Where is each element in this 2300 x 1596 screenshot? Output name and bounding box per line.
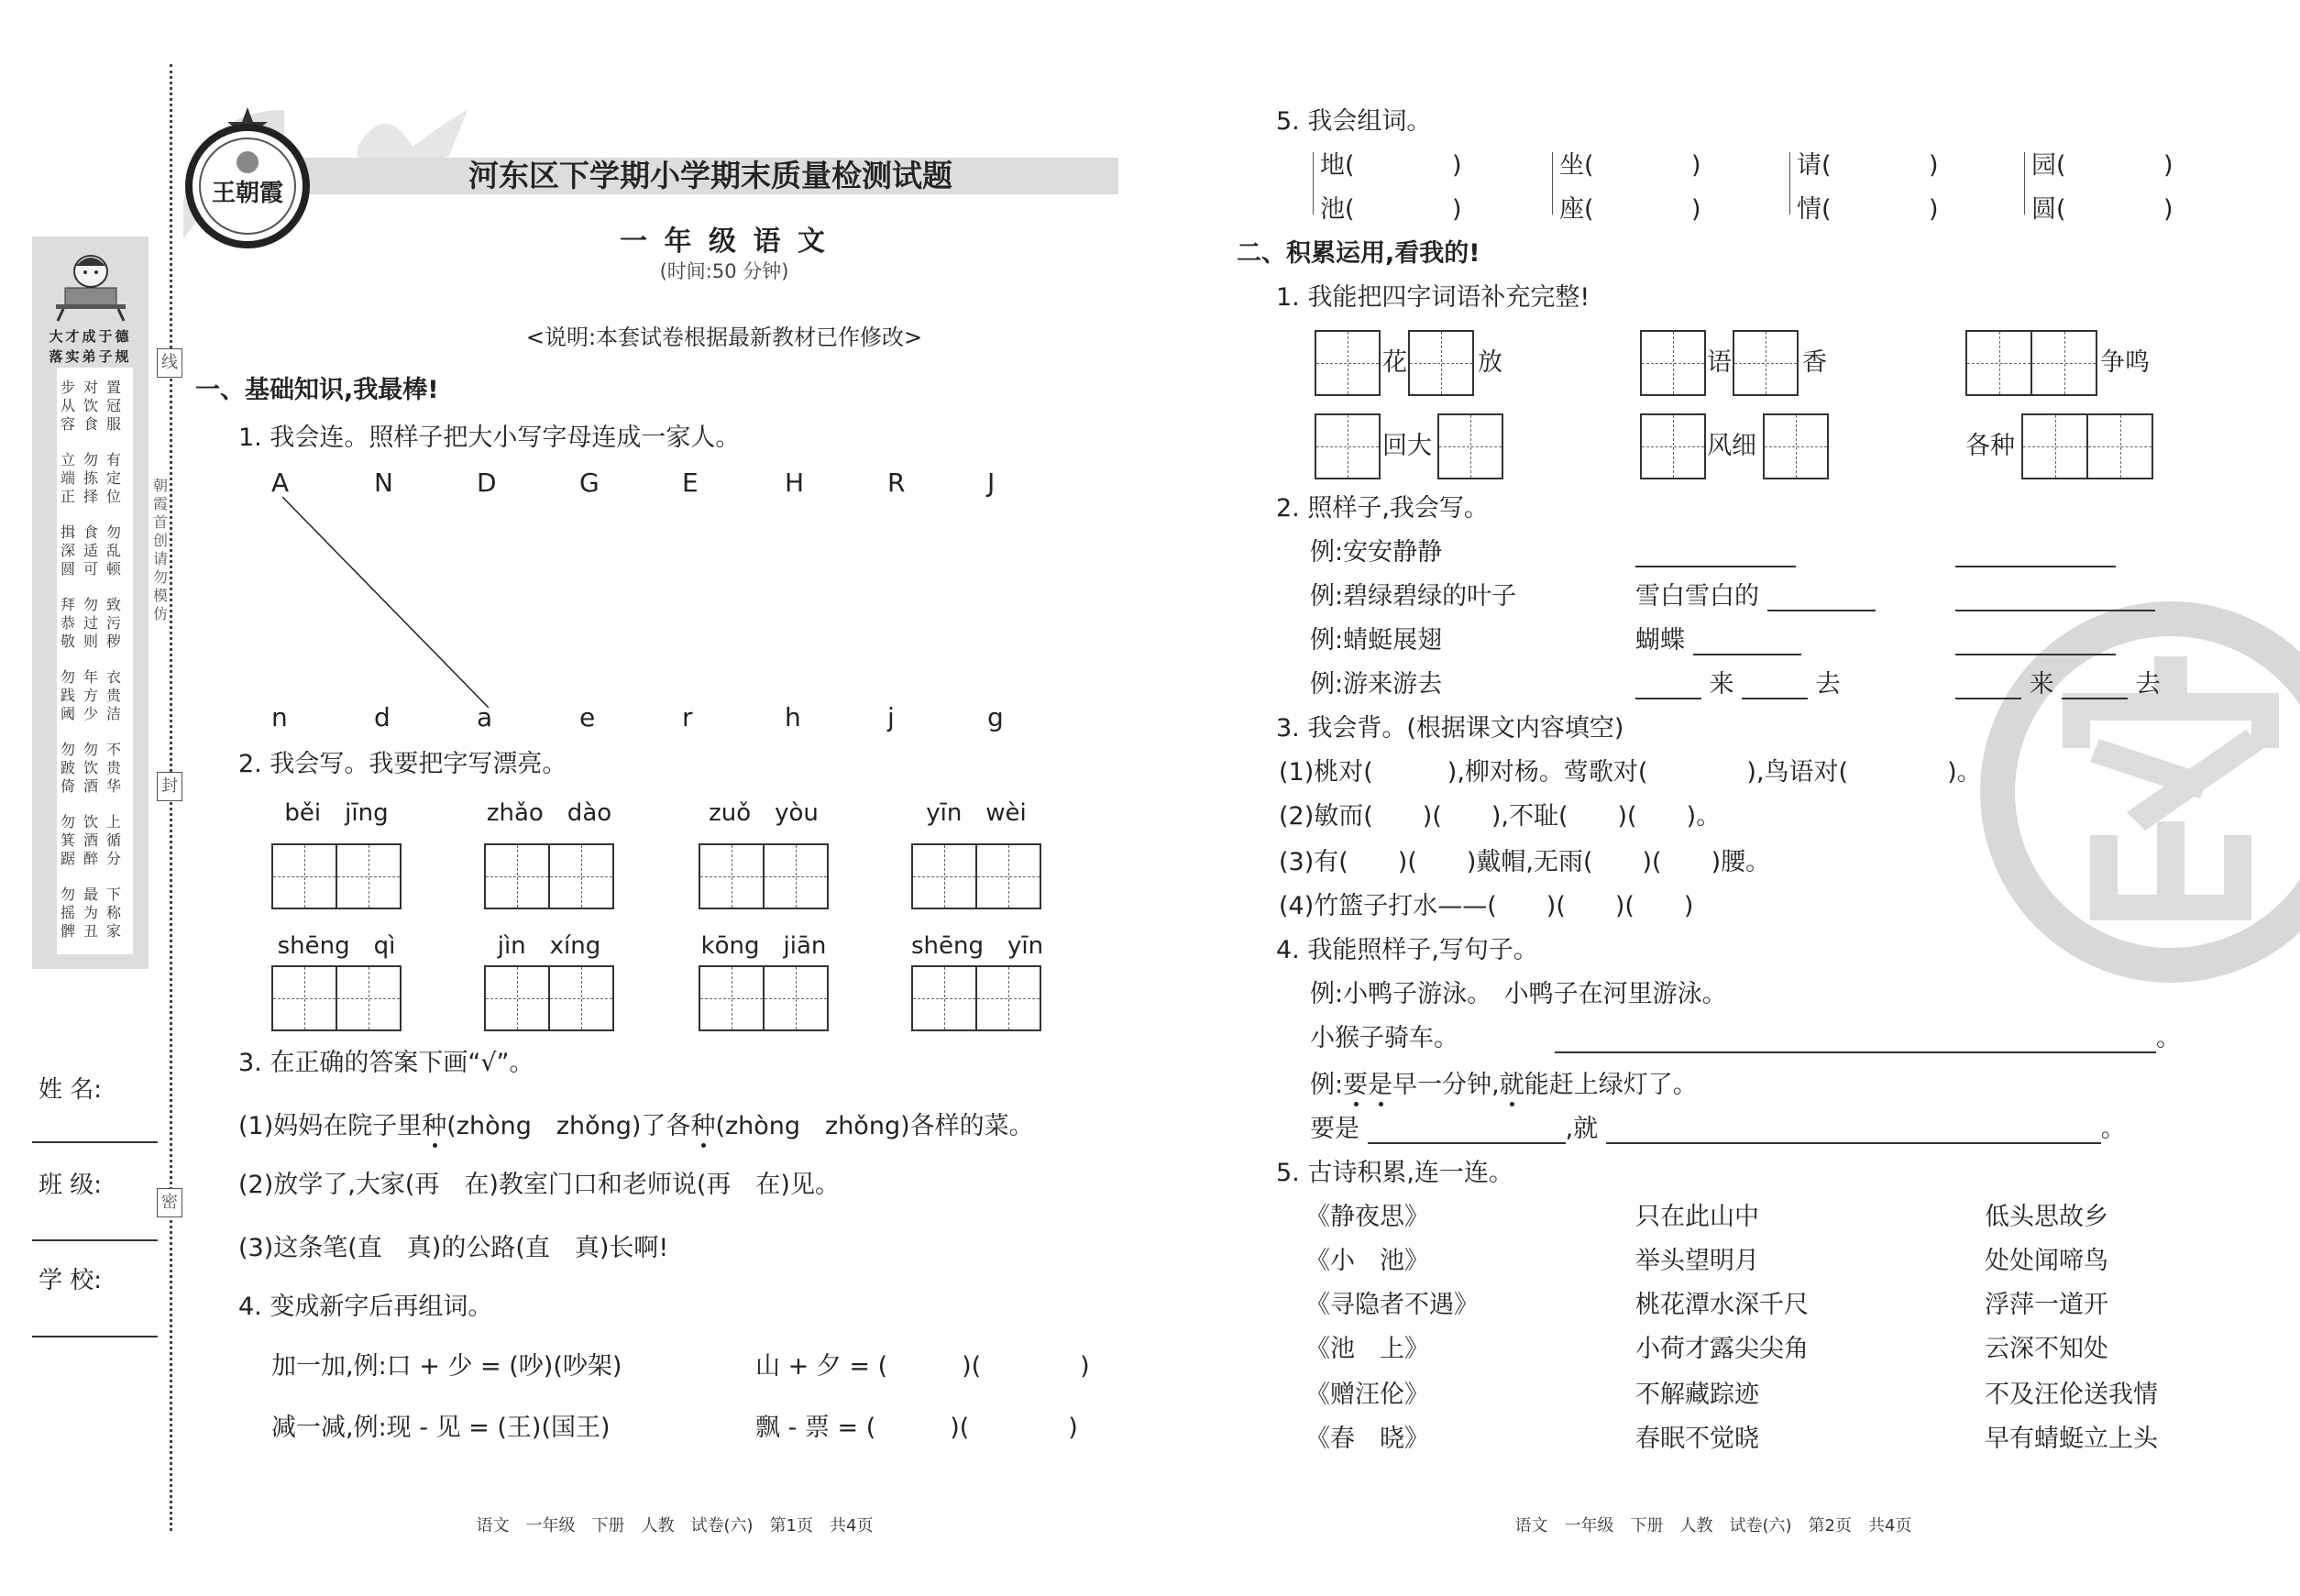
word-pair-item[interactable]: 请( [1797, 151, 1832, 180]
example-row: 例:碧绿碧绿的叶子 [1310, 582, 1517, 611]
lowercase-letter[interactable]: n [271, 702, 288, 732]
answer-row[interactable]: 来 去 [1955, 670, 2161, 699]
close-paren: ) [1452, 151, 1462, 180]
answer-blank[interactable] [1955, 626, 2116, 655]
tianzige-writing-box[interactable] [271, 965, 402, 1031]
idiom-box[interactable] [1408, 330, 1474, 396]
word-pair-item[interactable]: 地( [1320, 151, 1355, 180]
recite-item[interactable]: (1)桃对( ),柳对杨。莺歌对( ),鸟语对( )。 [1279, 758, 1982, 787]
answer-row[interactable]: 来 去 [1635, 670, 1841, 699]
class-field[interactable] [32, 1239, 158, 1241]
poem-line[interactable]: 早有蜻蜓立上头 [1985, 1425, 2158, 1453]
close-paren: ) [1929, 195, 1939, 224]
answer-blank[interactable] [1955, 538, 2116, 567]
uppercase-letter[interactable]: E [682, 468, 699, 498]
sidebar-motto-2: 落实弟子规 [49, 348, 132, 365]
s2-q1-title: 1. 我能把四字词语补充完整! [1276, 283, 1590, 312]
idiom-chars: 风细 [1707, 432, 1756, 460]
dizigui-line: 践方贵 [60, 687, 129, 704]
tianzige-writing-box[interactable] [699, 965, 829, 1031]
word-pair-item[interactable]: 座( [1559, 195, 1594, 224]
lowercase-letter[interactable]: e [579, 702, 596, 732]
idiom-box[interactable] [1437, 413, 1503, 479]
dizigui-line: 踞醉分 [60, 850, 129, 867]
answer-row[interactable]: 蝴蝶 [1635, 626, 1801, 655]
tianzige-writing-box[interactable] [699, 843, 829, 909]
dizigui-line: 深适乱 [60, 542, 129, 559]
tianzige-writing-box[interactable] [484, 843, 614, 909]
poem-line[interactable]: 云深不知处 [1985, 1335, 2108, 1363]
recite-item[interactable]: (3)有( )( )戴帽,无雨( )( )腰。 [1279, 848, 1771, 876]
sentence-task-1: 小猴子骑车。 [1310, 1024, 1458, 1052]
poem-line[interactable]: 举头望明月 [1635, 1247, 1759, 1275]
pinyin-label: shēng qì [277, 932, 396, 960]
school-field[interactable] [32, 1336, 158, 1337]
example-row: 例:蜻蜓展翅 [1310, 626, 1443, 655]
bracket-icon [2024, 152, 2030, 215]
seal-mark-secret: 密 [157, 1188, 182, 1217]
idiom-chars: 回大 [1382, 432, 1432, 460]
idiom-box-double[interactable] [2021, 413, 2153, 479]
word-pair-item[interactable]: 圆( [2031, 195, 2066, 224]
tianzige-writing-box[interactable] [911, 965, 1041, 1031]
footer-page-1: 语文 一年级 下册 人教 试卷(六) 第1页 共4页 [476, 1516, 874, 1535]
dizigui-line: 步对置 [60, 379, 129, 396]
pinyin-label: zuǒ yòu [709, 799, 819, 827]
sentence-example-1: 例:小鸭子游泳。 小鸭子在河里游泳。 [1310, 980, 1727, 1008]
dizigui-line: 揖食勿 [60, 523, 129, 541]
idiom-chars: 争鸣 [2100, 348, 2150, 377]
dizigui-line: 容食服 [60, 415, 129, 433]
subject-title: 一 年 级 语 文 [620, 226, 829, 258]
dizigui-line: 髀丑家 [60, 922, 129, 940]
answer-blank[interactable] [1635, 538, 1796, 567]
uppercase-letter[interactable]: J [987, 468, 996, 498]
dizigui-line: 正择位 [60, 488, 129, 505]
sidebar-motto-1: 大才成于德 [49, 328, 132, 345]
uppercase-letter[interactable]: H [785, 468, 805, 498]
idiom-box[interactable] [1763, 413, 1829, 479]
sentence-answer-1[interactable]: 。 [1555, 1024, 2181, 1053]
s2-q4-title: 4. 我能照样子,写句子。 [1276, 936, 1538, 964]
dizigui-line: 敬则秽 [60, 633, 129, 650]
dizigui-line: 阈少洁 [60, 705, 129, 722]
dizigui-line: 端拣定 [60, 469, 129, 487]
dizigui-line: 立勿有 [60, 451, 129, 468]
poem-line[interactable]: 低头思故乡 [1985, 1203, 2108, 1231]
lowercase-letter[interactable]: g [987, 702, 1004, 732]
dizigui-line: 摇为称 [60, 904, 129, 921]
secret-stamp-watermark [1980, 601, 2300, 983]
lowercase-letter[interactable]: j [887, 702, 895, 732]
idiom-char: 放 [1478, 348, 1502, 377]
idiom-box[interactable] [1315, 413, 1381, 479]
seal-mark-line: 线 [157, 348, 182, 378]
dizigui-line: 倚酒华 [60, 777, 129, 795]
word-pair-item[interactable]: 坐( [1559, 151, 1594, 180]
name-field[interactable] [32, 1141, 158, 1143]
logo-text: 王朝霞 [211, 180, 284, 207]
word-pair-item[interactable]: 园( [2031, 151, 2066, 180]
dizigui-group [57, 741, 133, 796]
recite-item[interactable]: (4)竹篮子打水——( )( )( ) [1279, 892, 1694, 920]
idiom-box[interactable] [1733, 330, 1799, 396]
exam-note: <说明:本套试卷根据最新教材已作修改> [525, 325, 923, 350]
idiom-box[interactable] [1640, 413, 1706, 479]
q3-item-2: (2)放学了,大家(再 在)教室门口和老师说(再 在)见。 [238, 1171, 840, 1199]
idiom-char: 花 [1382, 348, 1407, 377]
word-pair-item[interactable]: 池( [1320, 195, 1355, 224]
uppercase-letter[interactable]: N [374, 468, 393, 498]
uppercase-letter[interactable]: G [579, 468, 600, 498]
bracket-icon [1789, 152, 1796, 215]
pinyin-label: kōng jiān [700, 932, 827, 960]
poem-line[interactable]: 处处闻啼鸟 [1985, 1247, 2108, 1275]
q1-title: 1. 我会连。照样子把大小写字母连成一家人。 [238, 424, 741, 452]
class-label: 班 级: [39, 1172, 103, 1199]
poem-line[interactable]: 浮萍一道开 [1985, 1291, 2108, 1319]
answer-blank[interactable] [1955, 582, 2155, 611]
section1-heading: 一、基础知识,我最棒! [195, 376, 439, 404]
footer-page-2: 语文 一年级 下册 人教 试卷(六) 第2页 共4页 [1514, 1516, 1912, 1535]
uppercase-letter[interactable]: R [887, 468, 906, 498]
q4-title: 4. 变成新字后再组词。 [238, 1293, 493, 1321]
pinyin-label: yīn wèi [926, 799, 1027, 827]
lowercase-letter[interactable]: h [785, 702, 801, 732]
lowercase-letter[interactable]: d [374, 702, 391, 732]
lowercase-letter[interactable]: a [477, 702, 493, 732]
poem-line[interactable]: 不解藏踪迹 [1635, 1381, 1759, 1409]
answer-row[interactable]: 雪白雪白的 [1635, 582, 1876, 611]
bracket-icon [1552, 152, 1558, 215]
example-match-line [0, 0, 642, 733]
copyright-vertical-text: 朝霞首创 请勿模仿 [152, 477, 168, 622]
poem-title[interactable]: 《赠汪伦》 [1305, 1381, 1429, 1409]
uppercase-letter[interactable]: D [477, 468, 497, 498]
emphasized-char: 种 [422, 1112, 447, 1140]
close-paren: ) [1452, 195, 1462, 224]
q5-title: 5. 我会组词。 [1276, 107, 1432, 136]
dizigui-group [57, 813, 133, 868]
pinyin-label: jìn xíng [497, 932, 601, 960]
bracket-icon [1313, 152, 1319, 215]
seal-mark-seal: 封 [157, 772, 182, 801]
exam-title: 河东区下学期小学期末质量检测试题 [468, 158, 952, 193]
dizigui-group [57, 886, 133, 941]
word-pair-item[interactable]: 情( [1797, 195, 1832, 224]
poem-title[interactable]: 《静夜思》 [1305, 1203, 1429, 1231]
poem-line[interactable]: 不及汪伦送我情 [1985, 1381, 2158, 1409]
q4-add-example: 加一加,例:口 + 少 = (吵)(吵架) [271, 1352, 622, 1381]
idiom-chars: 各种 [1965, 432, 2015, 460]
example-row: 例:安安静静 [1310, 538, 1443, 567]
dizigui-line: 从饮冠 [60, 397, 129, 414]
dizigui-line: 勿最下 [60, 886, 129, 903]
tianzige-writing-box[interactable] [911, 843, 1041, 909]
tianzige-writing-box[interactable] [484, 965, 614, 1031]
q4-add-task[interactable]: 山 + 夕 = ( )( ) [755, 1352, 1090, 1381]
recite-item[interactable]: (2)敏而( )( ),不耻( )( )。 [1279, 802, 1722, 831]
q3-item-3: (3)这条笔(直 真)的公路(直 真)长啊! [238, 1234, 669, 1262]
dizigui-line: 勿饮上 [60, 813, 129, 831]
dizigui-line: 勿年衣 [60, 668, 129, 686]
q3-title: 3. 在正确的答案下画“√”。 [238, 1049, 534, 1077]
poem-line[interactable]: 桃花潭水深千尺 [1635, 1291, 1809, 1319]
pinyin-label: zhǎo dào [486, 799, 612, 827]
idiom-char: 语 [1707, 348, 1732, 377]
dizigui-line: 圆可顿 [60, 560, 129, 578]
idiom-char: 香 [1802, 348, 1827, 377]
dizigui-line: 勿勿不 [60, 741, 129, 758]
q3-item-1: (1)妈妈在院子里种(zhòng zhǒng)了各种(zhòng zhǒng)各样的菜。 [238, 1112, 1034, 1140]
lowercase-letter[interactable]: r [682, 702, 693, 732]
uppercase-letter[interactable]: A [271, 468, 290, 498]
sentence-task-2[interactable]: 要是 ,就 。 [1310, 1115, 2126, 1143]
s2-q5-title: 5. 古诗积累,连一连。 [1276, 1159, 1513, 1187]
section2-heading: 二、积累运用,看我的! [1237, 239, 1480, 268]
tianzige-writing-box[interactable] [271, 843, 402, 909]
q2-title: 2. 我会写。我要把字写漂亮。 [238, 750, 567, 778]
close-paren: ) [1691, 195, 1701, 224]
poem-line[interactable]: 只在此山中 [1635, 1203, 1759, 1231]
poem-title[interactable]: 《池 上》 [1305, 1335, 1429, 1363]
emphasized-char: 种 [690, 1112, 716, 1140]
dizigui-line: 恭过污 [60, 614, 129, 632]
example-row: 例:游来游去 [1310, 670, 1443, 699]
pinyin-label: běi jīng [284, 799, 389, 827]
close-paren: ) [1929, 151, 1939, 180]
poem-line[interactable]: 春眠不觉晓 [1635, 1425, 1759, 1453]
idiom-box-double[interactable] [1965, 330, 2097, 396]
name-label: 姓 名: [39, 1076, 103, 1104]
dizigui-line: 拜勿致 [60, 596, 129, 613]
poem-title[interactable]: 《春 晓》 [1305, 1425, 1429, 1453]
close-paren: ) [2163, 151, 2173, 180]
idiom-box[interactable] [1315, 330, 1381, 396]
s2-q3-title: 3. 我会背。(根据课文内容填空) [1276, 714, 1624, 743]
poem-title[interactable]: 《寻隐者不遇》 [1305, 1291, 1479, 1319]
close-paren: ) [1691, 151, 1701, 180]
time-limit: (时间:50 分钟) [659, 260, 789, 282]
dizigui-line: 跛饮贵 [60, 759, 129, 776]
sentence-example-2: 例:要是早一分钟,就能赶上绿灯了。 [1310, 1071, 1698, 1099]
q4-sub-task[interactable]: 飘 - 票 = ( )( ) [755, 1414, 1078, 1442]
pinyin-label: shēng yīn [911, 932, 1044, 960]
poem-line[interactable]: 小荷才露尖尖角 [1635, 1335, 1809, 1363]
q4-sub-example: 减一减,例:现 - 见 = (王)(国王) [271, 1414, 611, 1442]
dizigui-line: 箕酒循 [60, 831, 129, 849]
poem-title[interactable]: 《小 池》 [1305, 1247, 1429, 1275]
idiom-box[interactable] [1640, 330, 1706, 396]
s2-q2-title: 2. 照样子,我会写。 [1276, 494, 1489, 523]
close-paren: ) [2163, 195, 2173, 224]
school-label: 学 校: [39, 1267, 103, 1294]
